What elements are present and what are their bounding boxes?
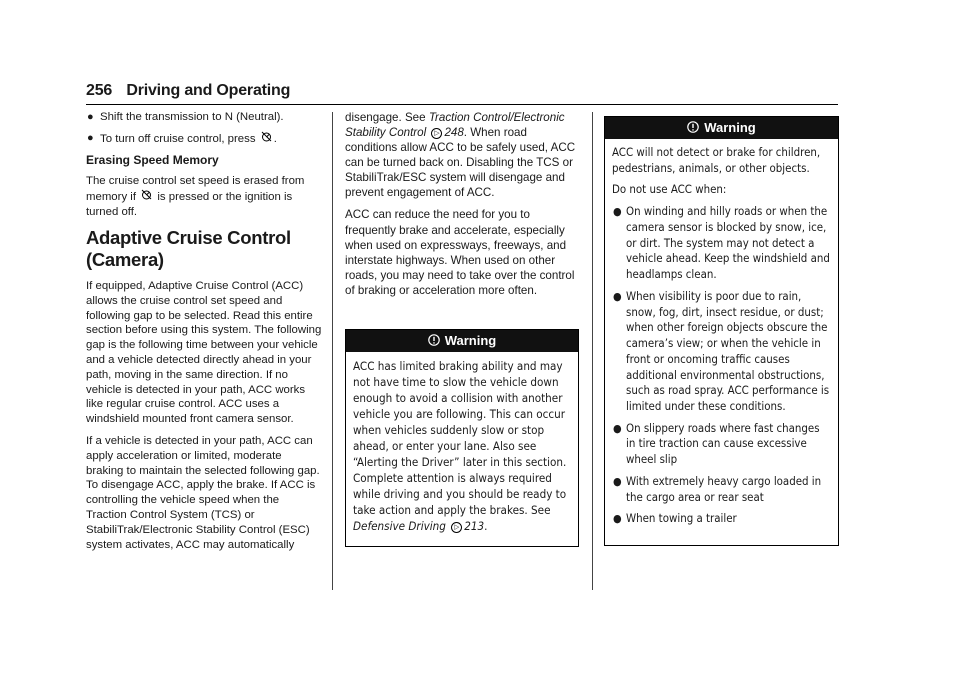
paragraph: If equipped, Adaptive Cruise Control (ACC) allows the cruise control set speed and following gap to be selected. Read this entire section before using this system. The following gap is the following time between your vehicle and a vehicle detected directly ahead in your path, moving in the same direction. If no vehicle is detected in your path, ACC works like regular cruise control. ACC uses a windshield mounted front camera sensor. xyxy=(86,279,322,426)
list-item xyxy=(612,421,831,468)
list-item-text: To turn off cruise control, press xyxy=(100,132,256,145)
header-rule xyxy=(86,104,838,105)
bullet-icon: ● xyxy=(87,111,94,123)
page-reference[interactable]: 248 xyxy=(444,126,464,140)
warning-body: ACC has limited braking ability and may not have time to slow the vehicle down enough to avoid a collision with another vehicle you are following. This can occur when vehicles suddenly slow or stop ahead, or enter your lane. Also see “Alerting the Driver” later in this section. Complete attention is always required while driving and you should be ready to take action and apply the brakes. See Defensive Driving ▷ 213. xyxy=(353,359,567,534)
list-item xyxy=(612,204,831,283)
paragraph: If a vehicle is detected in your path, ACC can apply acceleration or limited, moderate braking to maintain the selected following gap. To disengage ACC, apply the brake. If ACC is controlling the vehicle speed when the Traction Control System (TCS) or StabiliTrak/Electronic Stability Control (ESC) system activates, ACC may automatically xyxy=(86,435,320,551)
list-item-text: When visibility is poor due to rain, snow, fog, dirt, insect residue, or dust; when other foreign objects obscure the camera’s view; or when the vehicle in front or oncoming traffic causes additional environmental obstructions, such as road spray. ACC performance is limited under these conditions. xyxy=(626,288,830,414)
warning-box xyxy=(604,116,839,546)
warning-box xyxy=(345,329,579,547)
column-2 xyxy=(345,110,578,305)
warning-triangle-icon xyxy=(687,117,699,139)
list-item-text: On slippery roads where fast changes in tire traction can cause excessive wheel slip xyxy=(626,420,820,467)
cross-reference-link[interactable]: Defensive Driving xyxy=(353,519,446,534)
warning-title: Warning xyxy=(704,120,756,135)
bullet-icon: ● xyxy=(613,512,622,526)
page-reference-arrow-icon: ▷ xyxy=(451,522,462,533)
bullet-icon: ● xyxy=(613,289,622,303)
warning-title: Warning xyxy=(444,333,497,348)
paragraph: disengage. See Traction Control/Electronic Stability Control ▷ 248. When road conditions allow ACC to be safely used, ACC can be turned back on. Disabling the TCS or StabiliTrak/ESC system will disengage and prevent engagement of ACC. xyxy=(345,111,576,200)
bullet-icon: ● xyxy=(613,205,622,219)
page-reference[interactable]: 213 xyxy=(464,519,485,534)
list-item-text: On winding and hilly roads or when the camera sensor is blocked by snow, ice, or dirt. The system may not detect a vehicle ahead. Keep the windshield and headlamps clean. xyxy=(626,204,830,282)
list-item-text: When towing a trailer xyxy=(626,511,737,526)
cruise-control-off-icon xyxy=(261,131,272,146)
cross-reference-link[interactable]: Traction Control/Electronic Stability Control xyxy=(345,111,565,140)
paragraph: ACC can reduce the need for you to frequently brake and accelerate, especially when used on expressways, freeways, and interstate highways. When used on other roads, you may need to take over the control of braking or acceleration more often. xyxy=(345,208,575,297)
column-1 xyxy=(86,110,322,560)
list-item xyxy=(86,110,322,125)
list-item-text: Shift the transmission to N (Neutral). xyxy=(100,111,284,123)
list-item xyxy=(612,474,831,505)
paragraph: Do not use ACC when: xyxy=(612,182,727,197)
cruise-control-off-icon xyxy=(141,189,152,204)
list-item: ● To turn off cruise control, press . xyxy=(87,131,277,145)
list-item xyxy=(612,511,831,527)
page-header xyxy=(86,82,290,100)
warning-body xyxy=(605,139,838,537)
paragraph: ACC will not detect or brake for children, pedestrians, animals, or other objects. xyxy=(612,145,821,175)
page-reference-arrow-icon: ▷ xyxy=(431,128,442,139)
list-item-text: With extremely heavy cargo loaded in the cargo area or rear seat xyxy=(626,473,822,504)
list-item xyxy=(612,289,831,415)
subheading: Erasing Speed Memory xyxy=(86,152,219,167)
page-number: 256 xyxy=(86,82,113,99)
bullet-icon: ● xyxy=(613,474,622,488)
section-title: Driving and Operating xyxy=(126,82,291,99)
column-divider xyxy=(592,112,593,590)
column-divider xyxy=(332,112,333,590)
section-heading: Adaptive Cruise Control (Camera) xyxy=(86,226,291,270)
bullet-icon: ● xyxy=(87,131,94,144)
paragraph: The cruise control set speed is erased from memory if is pressed or the ignition is turned off. xyxy=(86,175,305,219)
warning-header xyxy=(605,117,838,139)
warning-triangle-icon xyxy=(428,330,440,352)
bullet-icon: ● xyxy=(613,421,622,435)
warning-header xyxy=(346,330,578,352)
